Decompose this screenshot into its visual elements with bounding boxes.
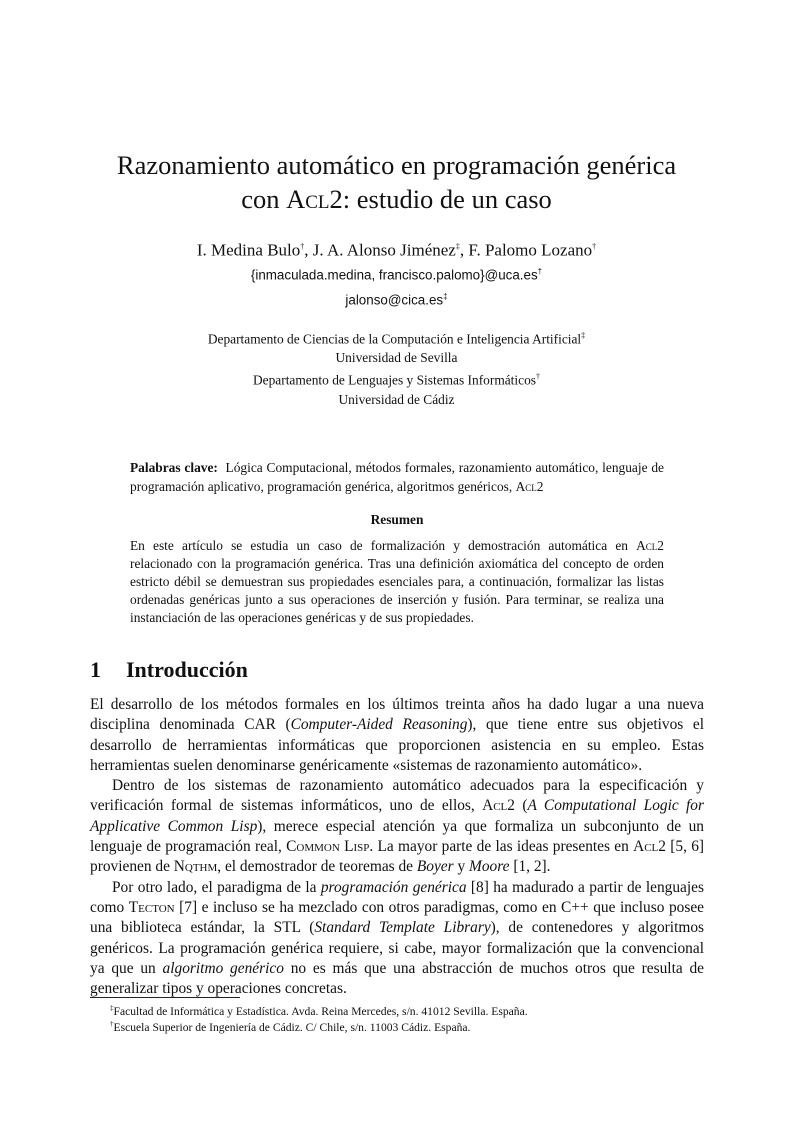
email-line-2 <box>60 288 733 309</box>
title-line-2 <box>60 182 733 216</box>
italic-span: Standard Template Library <box>314 919 491 937</box>
footnote-rule <box>90 997 240 998</box>
body-text <box>90 695 704 999</box>
paper-title <box>60 148 733 216</box>
text-span: ( <box>514 797 528 815</box>
text-span: , el demostrador de teoremas de <box>217 858 417 876</box>
affiliation-mark: † <box>535 372 540 382</box>
abstract-heading: Resumen <box>370 512 424 527</box>
section-heading <box>90 656 248 684</box>
paragraph-2 <box>90 776 704 877</box>
abstract-span: relacionado con la programación genérica. Tras una definición axiomática del concepto de orden estricto débil se demuestran sus propiedades esenciales para, a continuación, formalizar las listas ordenadas genéricas junto a sus operaciones de inserción y fusión. Para terminar, se realiza una instanciación de las operaciones genéricas y de sus propiedades. <box>130 556 664 625</box>
author-mark: † <box>300 242 305 251</box>
author-mark: ‡ <box>455 242 460 251</box>
italic-span: Moore <box>469 858 510 876</box>
text-span: . La mayor parte de las ideas presentes en <box>369 838 634 856</box>
keywords-text: Lógica Computacional, métodos formales, razonamiento automático, lenguaje de programación aplicativo, programación genérica, algoritmos genéricos, <box>130 460 664 494</box>
affiliation-text: Departamento de Lenguajes y Sistemas Informáticos <box>253 372 536 388</box>
abstract-span: En este artículo se estudia un caso de formalización y demostración automática en <box>130 538 637 553</box>
text-span: ), que tiene entre sus objetivos el desarrollo de herramientas informáticas que proporcionen asistencia en su empleo. Estas herramientas suelen denominarse genéricamente «sistemas de razonamiento automático». <box>90 716 704 774</box>
acl2-smallcaps: Acl2 <box>515 479 544 494</box>
smallcaps-span: Acl2 <box>482 797 515 815</box>
email-line-1 <box>60 263 733 284</box>
footnote-mark: ‡ <box>110 1004 114 1012</box>
acl2-smallcaps: Acl2 <box>636 538 664 553</box>
text-span: Por otro lado, el paradigma de la <box>112 878 321 896</box>
italic-span: algoritmo genérico <box>162 959 284 977</box>
text-span: [1, 2]. <box>509 858 551 876</box>
author-2: , J. A. Alonso Jiménez <box>304 240 456 260</box>
title-text: con <box>241 184 287 214</box>
section-number: 1 <box>90 657 101 682</box>
text-span: no es más que una abstracción de muchos otros que resulta de generalizar tipos y operaciones concretas. <box>90 959 704 998</box>
author-3: , F. Palomo Lozano <box>459 240 593 260</box>
text-span: [5, 6] provienen de <box>90 838 705 876</box>
italic-span: Boyer <box>416 858 454 876</box>
text-span: ), de contenedores y algoritmos genéricos. La programación genérica requiere, si cabe, mayor formalización que la convencional ya que un <box>90 919 705 977</box>
smallcaps-span: Tecton <box>128 898 175 916</box>
text-span: ), merece especial atención ya que formaliza un subconjunto de un lenguaje de programación real, <box>90 817 704 856</box>
text-span: El desarrollo de los métodos formales en los últimos treinta años ha dado lugar a una nueva disciplina denominada CAR ( <box>90 696 704 734</box>
paragraph-1 <box>90 695 704 776</box>
footnote-mark: † <box>110 1020 114 1028</box>
affiliation-3 <box>60 367 733 389</box>
smallcaps-span: Nqthm <box>173 858 218 876</box>
text-span: y <box>453 858 469 876</box>
email-mark: ‡ <box>443 292 448 301</box>
affiliation-text: Departamento de Ciencias de la Computación e Inteligencia Artificial <box>207 331 582 347</box>
section-title: Introducción <box>126 657 248 682</box>
text-span: [7] e incluso se ha mezclado con otros paradigmas, como en C++ que incluso posee una biblioteca estándar, la STL ( <box>90 898 704 937</box>
italic-span: A Computational Logic for Applicative Common Lisp <box>90 797 704 835</box>
email-cica[interactable]: jalonso@cica.es <box>345 292 444 308</box>
author-mark: † <box>592 242 597 251</box>
text-span: [8] ha madurado a partir de lenguajes como <box>90 878 704 916</box>
acl2-smallcaps: Acl2 <box>286 184 343 214</box>
footnote-2 <box>110 1016 704 1036</box>
email-uca[interactable]: {inmaculada.medina, francisco.palomo}@uca.es <box>250 267 538 283</box>
affiliation-4: Universidad de Cádiz <box>338 391 455 407</box>
author-1: I. Medina Bulo <box>196 240 301 260</box>
paragraph-3 <box>90 878 704 1000</box>
keywords-label: Palabras clave: <box>130 460 218 475</box>
affiliations <box>60 326 733 409</box>
footnote-text: Facultad de Informática y Estadística. Avda. Reina Mercedes, s/n. 41012 Sevilla. España. <box>113 1004 528 1018</box>
text-span: Dentro de los sistemas de razonamiento automático adecuados para la especificación y verificación formal de sistemas informáticos, uno de ellos, <box>90 777 704 815</box>
affiliation-mark: ‡ <box>581 331 586 340</box>
affiliation-2: Universidad de Sevilla <box>335 350 458 366</box>
email-mark: † <box>537 267 543 276</box>
footnote-text: Escuela Superior de Ingeniería de Cádiz. C/ Chile, s/n. 11003 Cádiz. España. <box>113 1020 471 1034</box>
keywords <box>130 458 664 496</box>
title-line-1: Razonamiento automático en programación genérica <box>116 150 677 180</box>
abstract-text <box>130 537 664 627</box>
title-text: : estudio de un caso <box>342 184 552 214</box>
smallcaps-span: Acl2 <box>633 838 666 856</box>
italic-span: Computer-Aided Reasoning <box>290 716 468 734</box>
smallcaps-span: Common Lisp <box>286 838 370 856</box>
affiliation-1 <box>60 326 733 348</box>
italic-span: programación genérica <box>320 878 467 896</box>
authors <box>60 236 733 262</box>
